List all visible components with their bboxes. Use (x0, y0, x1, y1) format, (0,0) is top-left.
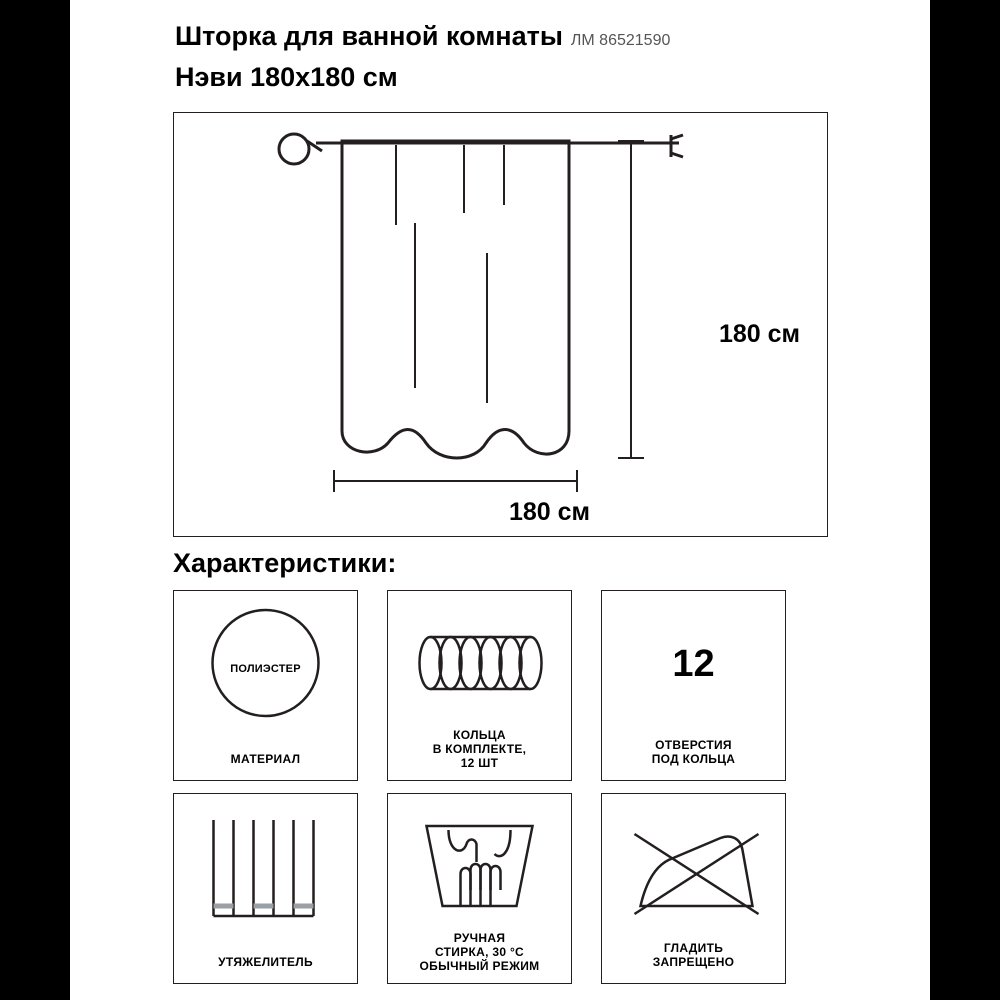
hand-wash-icon (388, 794, 571, 924)
characteristic-material (173, 590, 358, 781)
width-dimension-label: 180 см (509, 498, 591, 526)
characteristic-caption (602, 738, 785, 766)
caption-line-3: ОБЫЧНЫЙ РЕЖИМ (419, 959, 540, 973)
characteristic-caption (602, 941, 785, 969)
characteristic-caption: УТЯЖЕЛИТЕЛЬ (218, 955, 313, 969)
caption-line-2: В КОМПЛЕКТЕ, (432, 742, 527, 756)
product-title-text: Шторка для ванной комнаты (175, 21, 563, 51)
holes-count: 12 (672, 643, 715, 685)
characteristic-iron (601, 793, 786, 984)
caption-line-2: ЗАПРЕЩЕНО (652, 955, 735, 969)
characteristics-row-2 (173, 793, 833, 984)
characteristics-row-1 (173, 590, 833, 781)
characteristic-caption (388, 728, 571, 770)
height-dimension-label: 180 см (719, 320, 801, 348)
characteristic-weight (173, 793, 358, 984)
material-badge-label: ПОЛИЭСТЕР (230, 663, 301, 675)
caption-line-1: РУЧНАЯ (453, 931, 506, 945)
article-code: ЛМ 86521590 (570, 32, 671, 49)
weighted-hem-icon (174, 794, 357, 944)
product-spec-sheet (70, 0, 930, 1000)
fabric-circle-icon (174, 591, 357, 731)
characteristic-wash (387, 793, 572, 984)
characteristic-rings (387, 590, 572, 781)
caption-line-2: ПОД КОЛЬЦА (651, 752, 736, 766)
characteristics-grid (173, 590, 833, 996)
characteristics-heading: Характеристики: (173, 548, 397, 578)
do-not-iron-icon (602, 794, 785, 934)
characteristic-caption: МАТЕРИАЛ (230, 752, 301, 766)
characteristic-caption (388, 931, 571, 973)
caption-line-3: 12 ШТ (460, 756, 499, 770)
page-title (175, 18, 855, 59)
caption-line-1: ОТВЕРСТИЯ (655, 738, 732, 752)
header (175, 18, 855, 95)
caption-line-1: КОЛЬЦА (453, 728, 506, 742)
product-variant-title: Нэви 180х180 см (175, 62, 398, 92)
curtain-diagram (173, 112, 828, 537)
caption-line-2: СТИРКА, 30 °C (434, 945, 525, 959)
curtain-rings-icon (388, 591, 571, 721)
characteristic-holes (601, 590, 786, 781)
caption-line-1: ГЛАДИТЬ (663, 941, 724, 955)
